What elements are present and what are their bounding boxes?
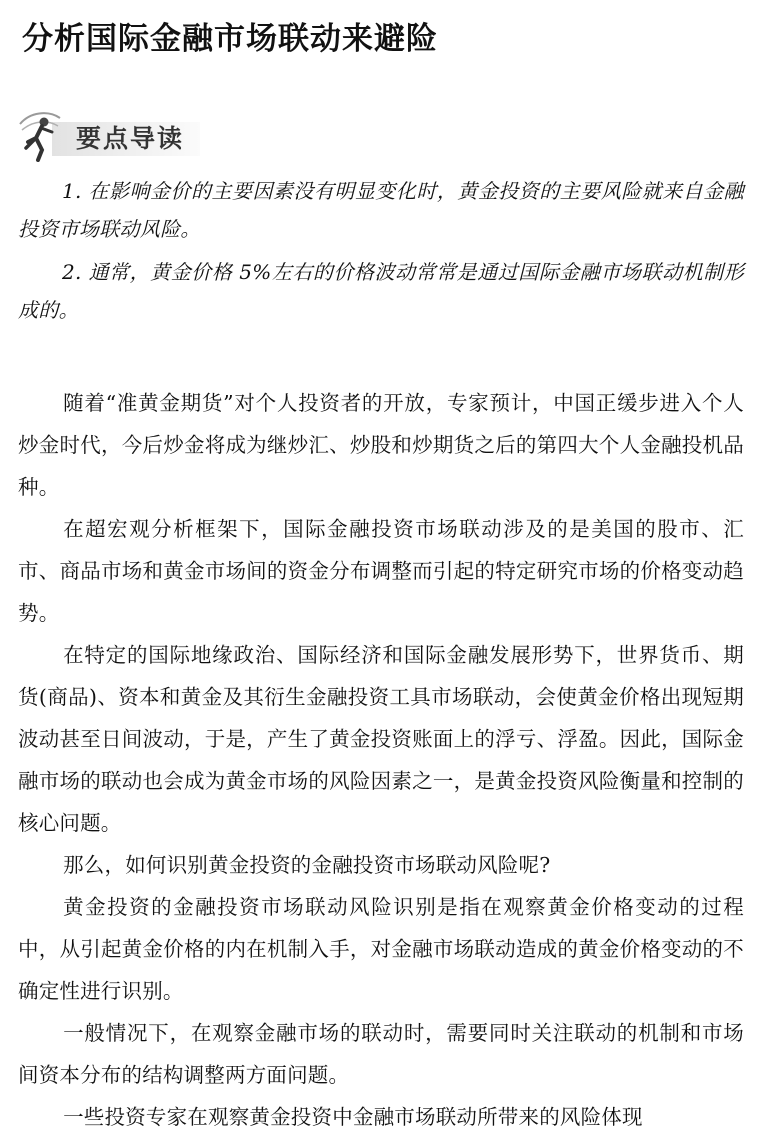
body-paragraph: 黄金投资的金融投资市场联动风险识别是指在观察黄金价格变动的过程中，从引起黄金价格的内在机制入手，对金融市场联动造成的黄金价格变动的不确定性进行识别。 (18, 895, 744, 1003)
article-body (18, 382, 744, 1138)
page-title: 分析国际金融市场联动来避险 (22, 21, 438, 57)
body-paragraph: 一些投资专家在观察黄金投资中金融市场联动所带来的风险体现 (63, 1105, 643, 1129)
key-points-list (18, 172, 744, 334)
body-paragraph: 随着“准黄金期货”对个人投资者的开放，专家预计，中国正缓步进入个人炒金时代，今后炒金将成为继炒汇、炒股和炒期货之后的第四大个人金融投机品种。 (18, 391, 744, 499)
body-paragraph: 在超宏观分析框架下，国际金融投资市场联动涉及的是美国的股市、汇市、商品市场和黄金市场间的资金分布调整而引起的特定研究市场的价格变动趋势。 (18, 517, 744, 625)
body-paragraph: 那么，如何识别黄金投资的金融投资市场联动风险呢? (63, 853, 551, 877)
key-point-item: 1. 在影响金价的主要因素没有明显变化时，黄金投资的主要风险就来自金融投资市场联动风险。 (18, 179, 744, 241)
key-points-heading: 要点导读 (76, 124, 185, 153)
key-point-item: 2. 通常，黄金价格 5%左右的价格波动常常是通过国际金融市场联动机制形成的。 (18, 260, 744, 322)
runner-icon (14, 104, 64, 162)
key-points-header (10, 100, 210, 166)
body-paragraph: 一般情况下，在观察金融市场的联动时，需要同时关注联动的机制和市场间资本分布的结构调整两方面问题。 (18, 1021, 744, 1087)
body-paragraph: 在特定的国际地缘政治、国际经济和国际金融发展形势下，世界货币、期货(商品)、资本和黄金及其衍生金融投资工具市场联动，会使黄金价格出现短期波动甚至日间波动，于是，产生了黄金投资账面上的浮亏、浮盈。因此，国际金融市场的联动也会成为黄金市场的风险因素之一，是黄金投资风险衡量和控制的核心问题。 (18, 643, 744, 835)
